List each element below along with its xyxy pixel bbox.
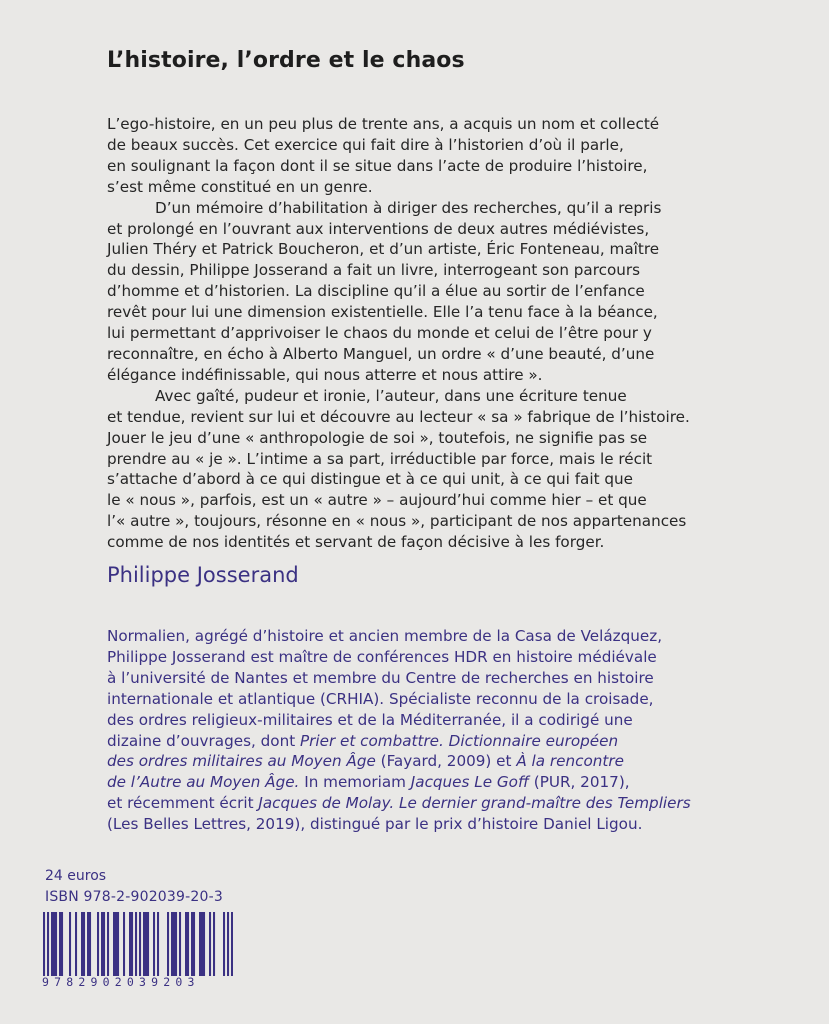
barcode-bar [107,912,109,976]
barcode-bar [193,912,195,976]
blurb-line: le « nous », parfois, est un « autre » – aujourd’hui comme hier – et que [107,491,647,510]
blurb-paragraph-3 [107,386,690,553]
barcode-bar [61,912,63,976]
barcode-bar [147,912,149,976]
blurb-paragraph-1 [107,114,667,198]
blurb-line: reconnaître, en écho à Alberto Manguel, un ordre « d’une beauté, d’une [107,344,655,363]
blurb-line: d’homme et d’historien. La discipline qu’il a élue au sortir de l’enfance [107,282,645,301]
barcode-bar [185,912,187,976]
barcode-bar [55,912,57,976]
barcode-bar [231,912,233,976]
barcode-bar [69,912,71,976]
blurb-line: s’est même constitué en un genre. [107,177,373,196]
barcode-bar [153,912,155,976]
barcode-bar [227,912,229,976]
bio-line: internationale et atlantique (CRHIA). Spécialiste reconnu de la croisade, [107,689,654,708]
barcode-bar [89,912,91,976]
bio-line: Normalien, agrégé d’histoire et ancien membre de la Casa de Velázquez, [107,627,663,645]
barcode-bar [143,912,145,976]
blurb-line: Julien Théry et Patrick Boucheron, et d’un artiste, Éric Fonteneau, maître [107,240,660,259]
barcode-bar [81,912,83,976]
blurb-line: Avec gaîté, pudeur et ironie, l’auteur, dans une écriture tenue [155,386,627,405]
blurb-line: L’ego-histoire, en un peu plus de trente ans, a acquis un nom et collecté [107,115,660,133]
barcode-bar [179,912,181,976]
barcode-bar [53,912,55,976]
blurb-line: du dessin, Philippe Josserand a fait un livre, interrogeant son parcours [107,261,641,280]
bio-text: dizaine d’ouvrages, dont [107,731,300,750]
barcode-bar [201,912,203,976]
bio-line: (Les Belles Lettres, 2019), distingué par le prix d’histoire Daniel Ligou. [107,815,643,834]
barcode-bar [59,912,61,976]
bio-text: In memoriam [299,773,411,792]
bio-book-title: Jacques de Molay. Le dernier grand-maître des Templiers [258,794,691,813]
barcode-bar [145,912,147,976]
barcode-bar [87,912,89,976]
barcode-bar [187,912,189,976]
barcode-bar [139,912,141,976]
barcode-bar [51,912,53,976]
blurb-line: lui permettant d’apprivoiser le chaos du monde et celui de l’être pour y [107,324,652,343]
isbn-label: ISBN 978-2-902039-20-3 [45,889,223,905]
author-bio [107,626,691,835]
bio-line: Philippe Josserand est maître de conférences HDR en histoire médiévale [107,647,657,666]
blurb-line: comme de nos identités et servant de façon décisive à les forger. [107,533,605,552]
book-blurb [107,114,690,553]
blurb-line: s’attache d’abord à ce qui distingue et à ce qui unit, à ce qui fait que [107,470,633,489]
barcode-bar [157,912,159,976]
barcode-bar [43,912,45,976]
barcode-bar [173,912,175,976]
blurb-line: Jouer le jeu d’une « anthropologie de soi », toutefois, ne signifie pas se [107,428,648,447]
bio-line [107,772,667,793]
barcode-bar [135,912,137,976]
blurb-line: l’« autre », toujours, résonne en « nous », participant de nos appartenances [107,512,687,531]
bio-text: (PUR, 2017), [528,773,630,792]
barcode-bar [131,912,133,976]
barcode-bar [191,912,193,976]
bio-text: et récemment écrit [107,794,259,813]
bio-line [107,751,667,772]
barcode-bar [223,912,225,976]
barcode-bar [167,912,169,976]
barcode-bar [209,912,211,976]
bio-line: à l’université de Nantes et membre du Centre de recherches en histoire [107,668,654,687]
barcode-bar [117,912,119,976]
blurb-line: revêt pour lui une dimension existentielle. Elle l’a tenu face à la béance, [107,303,658,322]
bio-line [107,793,691,814]
blurb-line: en soulignant la façon dont il se situe dans l’acte de produire l’histoire, [107,156,648,175]
author-name: Philippe Josserand [107,563,299,587]
barcode-bar [101,912,103,976]
blurb-line: et tendue, revient sur lui et découvre au lecteur « sa » fabrique de l’histoire. [107,407,690,426]
barcode-bar [171,912,173,976]
barcode-bar [75,912,77,976]
barcode-bar [103,912,105,976]
barcode-bar [113,912,115,976]
barcode-bar [123,912,125,976]
price-label: 24 euros [45,868,107,884]
bio-book-title: des ordres militaires au Moyen Âge [107,752,376,771]
bio-book-title: À la rencontre [516,752,624,771]
bio-book-title: Jacques Le Goff [410,773,529,792]
book-title: L’histoire, l’ordre et le chaos [107,48,465,73]
barcode-graphic [43,912,233,976]
barcode-bar [83,912,85,976]
barcode-bar [97,912,99,976]
blurb-line: et prolongé en l’ouvrant aux interventions de deux autres médiévistes, [107,219,650,238]
barcode-bar [47,912,49,976]
barcode-bar [203,912,205,976]
barcode-bar [129,912,131,976]
bio-line: des ordres religieux-militaires et de la Méditerranée, il a codirigé une [107,710,633,729]
barcode-bar [213,912,215,976]
blurb-line: prendre au « je ». L’intime a sa part, irréductible par force, mais le récit [107,449,653,468]
bio-line [107,731,667,752]
barcode-bar [199,912,201,976]
blurb-line: D’un mémoire d’habilitation à diriger des recherches, qu’il a repris [155,198,662,217]
bio-book-title: Prier et combattre. Dictionnaire européen [299,731,619,750]
blurb-line: de beaux succès. Cet exercice qui fait dire à l’historien d’où il parle, [107,135,624,154]
barcode-bar [115,912,117,976]
blurb-paragraph-2 [107,198,667,386]
bio-text: (Fayard, 2009) et [375,752,517,771]
barcode-bar [175,912,177,976]
blurb-line: élégance indéfinissable, qui nous atterre et nous attire ». [107,365,543,384]
barcode-digits: 9782902039203 [42,975,200,989]
bio-book-title: de l’Autre au Moyen Âge. [107,773,300,792]
